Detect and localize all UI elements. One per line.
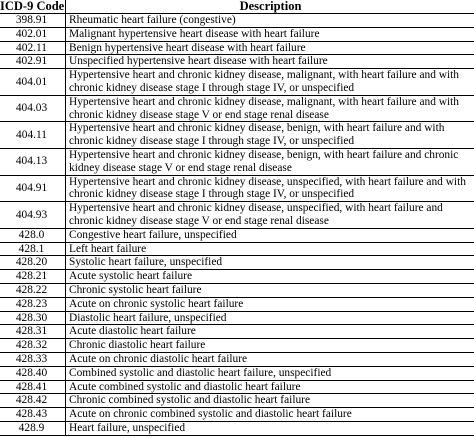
icd-code-cell: 428.32 — [0, 339, 66, 353]
table-row — [0, 41, 474, 55]
icd-code-cell: 428.42 — [0, 394, 66, 408]
description-cell: Left heart failure — [66, 242, 474, 256]
description-cell: Systolic heart failure, unspecified — [66, 256, 474, 270]
icd-code-cell: 428.21 — [0, 270, 66, 284]
description-cell: Chronic systolic heart failure — [66, 283, 474, 297]
table-row — [0, 421, 474, 435]
description-cell: Hypertensive heart and chronic kidney disease, malignant, with heart failure and with chronic kidney disease stage V or end stage renal disease — [66, 95, 474, 122]
description-cell: Acute diastolic heart failure — [66, 325, 474, 339]
header-row — [0, 0, 474, 14]
icd-code-cell: 404.01 — [0, 69, 66, 96]
table-row — [0, 55, 474, 69]
description-cell: Hypertensive heart and chronic kidney disease, benign, with heart failure and chronic kidney disease stage V or end stage renal disease — [66, 148, 474, 175]
description-cell: Hypertensive heart and chronic kidney disease, malignant, with heart failure and with chronic kidney disease stage I through stage IV, or unspecified — [66, 69, 474, 96]
icd-code-cell: 402.91 — [0, 55, 66, 69]
description-cell: Chronic diastolic heart failure — [66, 339, 474, 353]
description-cell: Heart failure, unspecified — [66, 421, 474, 435]
table-row — [0, 14, 474, 28]
table-row — [0, 175, 474, 202]
table-row — [0, 339, 474, 353]
table-row — [0, 202, 474, 229]
description-cell: Diastolic heart failure, unspecified — [66, 311, 474, 325]
table-row — [0, 270, 474, 284]
description-cell: Acute on chronic diastolic heart failure — [66, 352, 474, 366]
icd-code-cell: 428.30 — [0, 311, 66, 325]
icd-code-cell: 428.1 — [0, 242, 66, 256]
icd-code-cell: 428.43 — [0, 408, 66, 422]
table-row — [0, 311, 474, 325]
table-row — [0, 352, 474, 366]
description-cell: Unspecified hypertensive heart disease with heart failure — [66, 55, 474, 69]
table-row — [0, 325, 474, 339]
description-cell: Acute on chronic combined systolic and diastolic heart failure — [66, 408, 474, 422]
description-cell: Benign hypertensive heart disease with heart failure — [66, 41, 474, 55]
description-cell: Congestive heart failure, unspecified — [66, 228, 474, 242]
table-row — [0, 69, 474, 96]
description-cell: Chronic combined systolic and diastolic heart failure — [66, 394, 474, 408]
icd-code-cell: 428.33 — [0, 352, 66, 366]
table-row — [0, 228, 474, 242]
description-cell: Acute systolic heart failure — [66, 270, 474, 284]
table-row — [0, 148, 474, 175]
table-row — [0, 394, 474, 408]
icd-code-cell: 404.11 — [0, 122, 66, 149]
description-cell: Combined systolic and diastolic heart failure, unspecified — [66, 366, 474, 380]
description-cell: Hypertensive heart and chronic kidney disease, benign, with heart failure and with chronic kidney disease stage I through stage IV, or unspecified — [66, 122, 474, 149]
icd-code-cell: 428.9 — [0, 421, 66, 435]
icd-code-cell: 404.91 — [0, 175, 66, 202]
table-row — [0, 27, 474, 41]
description-cell: Hypertensive heart and chronic kidney disease, unspecified, with heart failure and chronic kidney disease stage V or end stage renal disease — [66, 202, 474, 229]
icd-code-cell: 402.11 — [0, 41, 66, 55]
description-cell: Acute on chronic systolic heart failure — [66, 297, 474, 311]
description-cell: Rheumatic heart failure (congestive) — [66, 14, 474, 28]
icd-code-cell: 428.23 — [0, 297, 66, 311]
table-body — [0, 14, 474, 436]
description-cell: Malignant hypertensive heart disease with heart failure — [66, 27, 474, 41]
icd-code-cell: 428.41 — [0, 380, 66, 394]
table-row — [0, 283, 474, 297]
table-row — [0, 297, 474, 311]
icd-code-cell: 428.20 — [0, 256, 66, 270]
description-cell: Acute combined systolic and diastolic heart failure — [66, 380, 474, 394]
icd-code-cell: 428.31 — [0, 325, 66, 339]
icd-code-cell: 428.0 — [0, 228, 66, 242]
icd-code-cell: 398.91 — [0, 14, 66, 28]
icd-code-cell: 404.13 — [0, 148, 66, 175]
icd-code-cell: 428.40 — [0, 366, 66, 380]
icd-code-cell: 404.03 — [0, 95, 66, 122]
table-row — [0, 256, 474, 270]
table-row — [0, 380, 474, 394]
table-row — [0, 242, 474, 256]
icd-code-cell: 428.22 — [0, 283, 66, 297]
table-row — [0, 95, 474, 122]
column-header-description: Description — [66, 0, 474, 14]
table-row — [0, 366, 474, 380]
table-row — [0, 408, 474, 422]
table-row — [0, 122, 474, 149]
icd-code-cell: 402.01 — [0, 27, 66, 41]
description-cell: Hypertensive heart and chronic kidney disease, unspecified, with heart failure and with chronic kidney disease stage I through stage IV, or unspecified — [66, 175, 474, 202]
icd-code-cell: 404.93 — [0, 202, 66, 229]
column-header-code: ICD-9 Code — [0, 0, 66, 14]
